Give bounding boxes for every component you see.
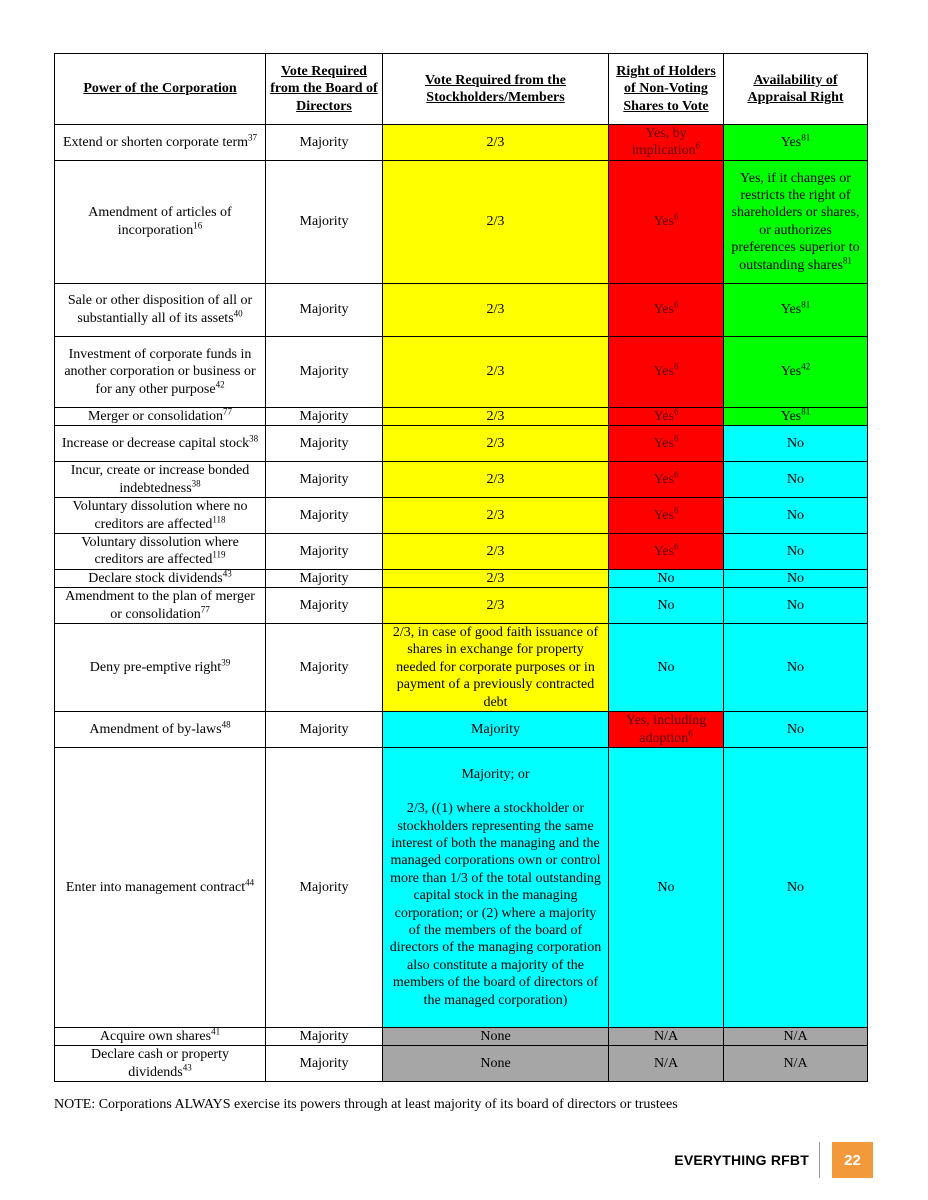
table-header-row bbox=[55, 54, 868, 125]
stockholder-vote-primary: Majority; or bbox=[461, 766, 530, 782]
non-voting-cell: Yes$^6$ bbox=[609, 462, 724, 498]
appraisal-cell: No bbox=[724, 747, 868, 1027]
board-vote-cell: Majority bbox=[266, 747, 383, 1027]
appraisal-cell: N/A bbox=[724, 1046, 868, 1082]
non-voting-cell: Yes$^6$ bbox=[609, 160, 724, 283]
stockholder-vote-cell: 2/3 bbox=[383, 498, 609, 534]
stockholder-vote-cell: 2/3 bbox=[383, 534, 609, 570]
non-voting-cell: Yes$^6$ bbox=[609, 534, 724, 570]
header-power: Power of the Corporation bbox=[55, 54, 266, 125]
non-voting-cell: Yes$^6$ bbox=[609, 336, 724, 407]
footer-divider bbox=[819, 1142, 820, 1178]
board-vote-cell: Majority bbox=[266, 1046, 383, 1082]
table-row bbox=[55, 462, 868, 498]
appraisal-cell: No bbox=[724, 712, 868, 748]
table-row bbox=[55, 712, 868, 748]
power-cell: Sale or other disposition of all or substantially all of its assets$^{40}$ bbox=[55, 283, 266, 336]
stockholder-vote-cell: 2/3 bbox=[383, 462, 609, 498]
stockholder-vote-cell: 2/3 bbox=[383, 160, 609, 283]
appraisal-cell: Yes$^{81}$ bbox=[724, 125, 868, 161]
board-vote-cell: Majority bbox=[266, 534, 383, 570]
non-voting-cell: No bbox=[609, 624, 724, 712]
appraisal-cell: No bbox=[724, 624, 868, 712]
board-vote-cell: Majority bbox=[266, 336, 383, 407]
board-vote-cell: Majority bbox=[266, 569, 383, 587]
appraisal-cell: No bbox=[724, 588, 868, 624]
power-cell: Investment of corporate funds in another corporation or business or for any other purpose$^{42}$ bbox=[55, 336, 266, 407]
table-row bbox=[55, 426, 868, 462]
stockholder-vote-cell: 2/3 bbox=[383, 125, 609, 161]
table-row bbox=[55, 1027, 868, 1045]
table-row bbox=[55, 498, 868, 534]
power-cell: Enter into management contract$^{44}$ bbox=[55, 747, 266, 1027]
header-board-vote: Vote Required from the Board of Directors bbox=[266, 54, 383, 125]
board-vote-cell: Majority bbox=[266, 712, 383, 748]
appraisal-cell: No bbox=[724, 569, 868, 587]
stockholder-vote-cell: 2/3, in case of good faith issuance of shares in exchange for property needed for corporate purposes or in payment of a previously contracted debt bbox=[383, 624, 609, 712]
power-cell: Extend or shorten corporate term$^{37}$ bbox=[55, 125, 266, 161]
board-vote-cell: Majority bbox=[266, 588, 383, 624]
appraisal-cell: Yes, if it changes or restricts the right of shareholders or shares, or authorizes preferences superior to outstanding shares$^{81}$ bbox=[724, 160, 868, 283]
stockholder-vote-cell: None bbox=[383, 1046, 609, 1082]
power-cell: Amendment of by-laws$^{48}$ bbox=[55, 712, 266, 748]
power-cell: Increase or decrease capital stock$^{38}$ bbox=[55, 426, 266, 462]
board-vote-cell: Majority bbox=[266, 426, 383, 462]
non-voting-cell: N/A bbox=[609, 1027, 724, 1045]
stockholder-vote-cell: 2/3 bbox=[383, 407, 609, 425]
appraisal-cell: No bbox=[724, 462, 868, 498]
table-row bbox=[55, 125, 868, 161]
non-voting-cell: N/A bbox=[609, 1046, 724, 1082]
non-voting-cell: Yes, by implication$^6$ bbox=[609, 125, 724, 161]
footnote-text: NOTE: Corporations ALWAYS exercise its powers through at least majority of its board of directors or trustees bbox=[54, 1097, 678, 1112]
appraisal-cell: No bbox=[724, 534, 868, 570]
board-vote-cell: Majority bbox=[266, 160, 383, 283]
board-vote-cell: Majority bbox=[266, 1027, 383, 1045]
table-row bbox=[55, 1046, 868, 1082]
power-cell: Declare cash or property dividends$^{43}$ bbox=[55, 1046, 266, 1082]
power-cell: Amendment of articles of incorporation$^{16}$ bbox=[55, 160, 266, 283]
stockholder-vote-cell: 2/3 bbox=[383, 426, 609, 462]
stockholder-vote-cell: 2/3 bbox=[383, 569, 609, 587]
stockholder-vote-cell: 2/3 bbox=[383, 588, 609, 624]
power-cell: Declare stock dividends$^{43}$ bbox=[55, 569, 266, 587]
header-non-voting-right: Right of Holders of Non-Voting Shares to Vote bbox=[609, 54, 724, 125]
board-vote-cell: Majority bbox=[266, 624, 383, 712]
non-voting-cell: No bbox=[609, 569, 724, 587]
board-vote-cell: Majority bbox=[266, 498, 383, 534]
non-voting-cell: Yes$^6$ bbox=[609, 426, 724, 462]
non-voting-cell: Yes$^6$ bbox=[609, 407, 724, 425]
power-cell: Voluntary dissolution where no creditors are affected$^{118}$ bbox=[55, 498, 266, 534]
board-vote-cell: Majority bbox=[266, 407, 383, 425]
appraisal-cell: No bbox=[724, 498, 868, 534]
appraisal-cell: No bbox=[724, 426, 868, 462]
power-cell: Voluntary dissolution where creditors are affected$^{119}$ bbox=[55, 534, 266, 570]
power-cell: Merger or consolidation$^{77}$ bbox=[55, 407, 266, 425]
stockholder-vote-cell: None bbox=[383, 1027, 609, 1045]
stockholder-vote-cell: Majority bbox=[383, 712, 609, 748]
board-vote-cell: Majority bbox=[266, 462, 383, 498]
table-row bbox=[55, 336, 868, 407]
table-row bbox=[55, 407, 868, 425]
table-row bbox=[55, 624, 868, 712]
stockholder-vote-condition: 2/3, ((1) where a stockholder or stockholders representing the same interest of both the managing and the managed corporations own or control more than 1/3 of the total outstanding capital stock in the managing corporation; or (2) where a majority of the members of the board of directors of the managing corporation also constitute a majority of the members of the board of directors of the managed corporation) bbox=[389, 801, 602, 1008]
header-appraisal-right: Availability of Appraisal Right bbox=[724, 54, 868, 125]
non-voting-cell: No bbox=[609, 588, 724, 624]
stockholder-vote-cell bbox=[383, 747, 609, 1027]
table-row bbox=[55, 534, 868, 570]
appraisal-cell: Yes$^{42}$ bbox=[724, 336, 868, 407]
power-cell: Incur, create or increase bonded indebtedness$^{38}$ bbox=[55, 462, 266, 498]
page-footer bbox=[674, 1142, 873, 1178]
power-cell: Deny pre-emptive right$^{39}$ bbox=[55, 624, 266, 712]
table-row bbox=[55, 588, 868, 624]
table-row bbox=[55, 160, 868, 283]
non-voting-cell: No bbox=[609, 747, 724, 1027]
non-voting-cell: Yes, including adoption$^6$ bbox=[609, 712, 724, 748]
footer-brand: EVERYTHING RFBT bbox=[674, 1152, 809, 1168]
appraisal-cell: Yes$^{81}$ bbox=[724, 407, 868, 425]
appraisal-cell: Yes$^{81}$ bbox=[724, 283, 868, 336]
appraisal-cell: N/A bbox=[724, 1027, 868, 1045]
non-voting-cell: Yes$^6$ bbox=[609, 283, 724, 336]
table-row bbox=[55, 569, 868, 587]
stockholder-vote-cell: 2/3 bbox=[383, 336, 609, 407]
board-vote-cell: Majority bbox=[266, 283, 383, 336]
power-cell: Amendment to the plan of merger or consolidation$^{77}$ bbox=[55, 588, 266, 624]
table-row bbox=[55, 283, 868, 336]
non-voting-cell: Yes$^6$ bbox=[609, 498, 724, 534]
stockholder-vote-cell: 2/3 bbox=[383, 283, 609, 336]
power-cell: Acquire own shares$^{41}$ bbox=[55, 1027, 266, 1045]
header-stockholder-vote: Vote Required from the Stockholders/Members bbox=[383, 54, 609, 125]
board-vote-cell: Majority bbox=[266, 125, 383, 161]
corporate-powers-table bbox=[54, 53, 868, 1082]
page-number-badge: 22 bbox=[832, 1142, 873, 1178]
table-row bbox=[55, 747, 868, 1027]
